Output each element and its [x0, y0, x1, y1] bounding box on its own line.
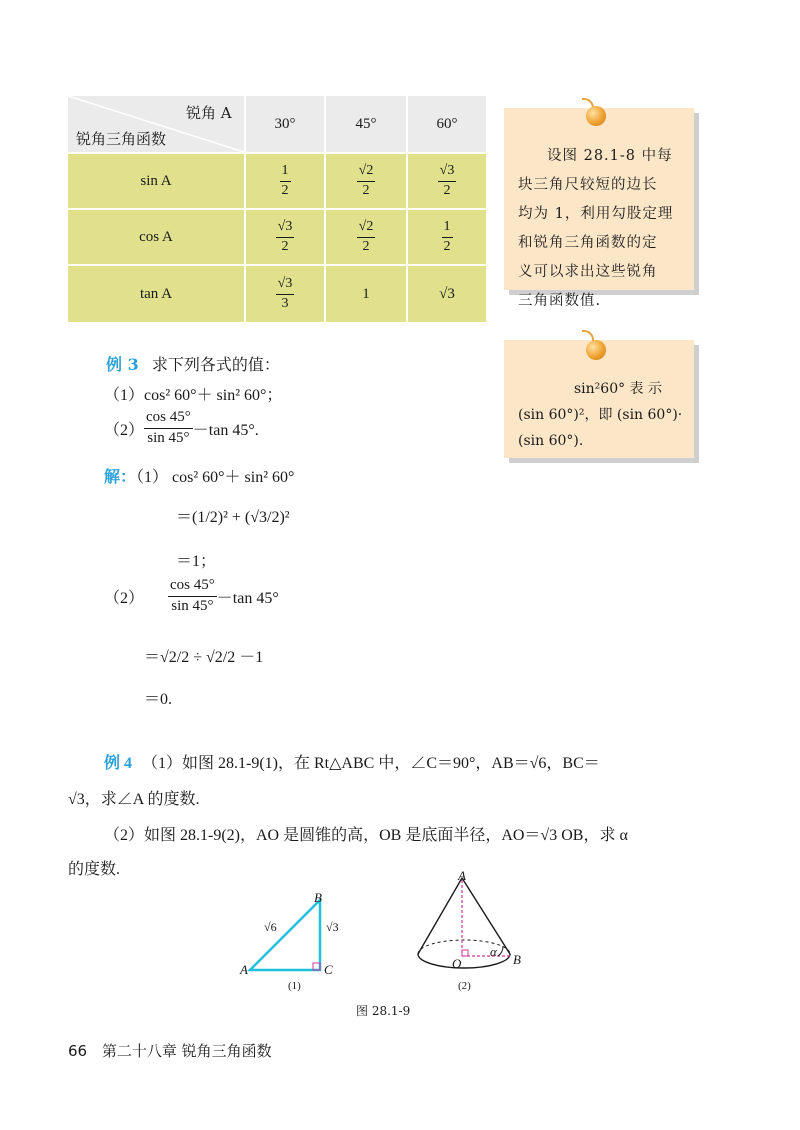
label-A: A: [240, 962, 248, 977]
example4-part2-line2: 的度数.: [68, 861, 121, 878]
label-AB: √6: [264, 920, 277, 934]
triangle-abc: [250, 900, 320, 970]
example-text: （1）如图 28.1-9(1)，在 Rt△ABC 中，∠C＝90°，AB＝√6，BC＝: [142, 755, 600, 772]
table-cell: 1: [362, 285, 370, 302]
row-label-cos: cos A: [139, 228, 173, 245]
table-cell: [246, 266, 324, 322]
cell-numerator: √3: [277, 218, 293, 234]
cell-denominator: 2: [281, 238, 289, 254]
note-line: 均为 1，利用勾股定理: [518, 206, 674, 222]
s2-numerator: cos 45°: [170, 577, 215, 593]
solution-2-step: ＝√2/2 ÷ √2/2 －1: [144, 649, 264, 666]
example-title: 求下列各式的值：: [151, 355, 280, 374]
example-label: 例 4: [104, 755, 133, 772]
solution-1-step: ＝(1/2)² + (√3/2)²: [176, 509, 290, 526]
q2-suffix: －tan 45°.: [192, 421, 259, 439]
example-label: 例 3: [106, 355, 139, 374]
cell-numerator: √3: [277, 275, 293, 291]
cell-numerator: √2: [358, 218, 374, 234]
page-number: 66: [68, 1042, 88, 1060]
note-line: 义可以求出这些锐角: [518, 264, 658, 280]
subfigure-2-label: (2): [458, 980, 471, 992]
cell-numerator: √3: [439, 162, 455, 178]
cell-denominator: 2: [362, 238, 370, 254]
example4-part1-line1: [104, 750, 600, 773]
label-C: C: [324, 962, 333, 977]
row-label-tan: tan A: [139, 285, 173, 302]
cell-denominator: 3: [281, 295, 289, 311]
cone-label-alpha: α: [490, 944, 497, 959]
q2-prefix: （2）: [104, 421, 145, 439]
label-BC: √3: [326, 920, 339, 934]
col-header-45: 45°: [355, 115, 377, 132]
col-header-30: 30°: [274, 115, 296, 132]
cell-denominator: 2: [281, 182, 289, 198]
header-trig-function: 锐角三角函数: [76, 130, 167, 148]
note-line: 块三角尺较短的边长: [518, 177, 658, 193]
s2-suffix: －tan 45°: [216, 589, 279, 607]
solution-1-head: [104, 464, 294, 487]
cell-numerator: √2: [358, 162, 374, 178]
solution-expr: （1） cos² 60°＋ sin² 60°: [136, 469, 295, 486]
s2-prefix: （2）: [104, 589, 145, 607]
note-line: 三角函数值.: [518, 293, 602, 309]
s2-denominator: sin 45°: [171, 597, 214, 614]
solution-2-result: ＝0.: [144, 691, 173, 708]
pushpin-icon: [586, 106, 606, 126]
question-1: （1）cos² 60°＋ sin² 60°；: [104, 387, 283, 404]
solution-label: 解：: [104, 469, 137, 486]
cell-denominator: 2: [362, 182, 370, 198]
note-line: 和锐角三角函数的定: [518, 235, 658, 251]
table-cell: [408, 210, 486, 264]
trig-values-table: [68, 96, 486, 322]
chapter-title: 第二十八章 锐角三角函数: [101, 1042, 272, 1060]
subfigure-1-label: (1): [288, 980, 301, 992]
table-cell: [326, 210, 406, 264]
table-cell: [246, 210, 324, 264]
pushpin-icon: [586, 340, 606, 360]
example3-heading: [106, 352, 280, 375]
q2-denominator: sin 45°: [147, 429, 190, 446]
header-acute-angle: 锐角 A: [186, 104, 232, 122]
side-note-1: [504, 108, 694, 309]
solution-2-head: [104, 578, 279, 615]
cone-label-O: O: [452, 956, 462, 971]
table-cell: √3: [439, 285, 455, 302]
figure-caption: 图 28.1-9: [356, 1004, 411, 1018]
note-line: sin²60° 表 示: [574, 381, 663, 397]
cone-label-A: A: [458, 868, 466, 883]
label-B: B: [314, 890, 322, 905]
col-header-60: 60°: [436, 115, 458, 132]
table-cell: [408, 154, 486, 208]
cone-figure: [410, 872, 530, 984]
table-cell: [246, 154, 324, 208]
note-line: (sin 60°)²，即 (sin 60°)·: [518, 407, 683, 423]
cell-denominator: 2: [443, 182, 451, 198]
note-line: (sin 60°).: [518, 433, 584, 449]
q2-numerator: cos 45°: [146, 409, 191, 425]
note-line: 设图 28.1-8 中每: [547, 148, 673, 164]
solution-1-result: ＝1；: [176, 553, 217, 570]
page-footer: [68, 1040, 272, 1061]
cell-denominator: 2: [443, 238, 451, 254]
example4-part2-line1: （2）如图 28.1-9(2)，AO 是圆锥的高，OB 是底面半径，AO＝√3 OB，求 α: [104, 827, 628, 844]
cell-numerator: 1: [443, 218, 451, 234]
row-label-sin: sin A: [140, 172, 172, 189]
example4-part1-line2: √3，求∠A 的度数.: [68, 791, 200, 808]
table-cell: [326, 154, 406, 208]
question-2: [104, 410, 259, 447]
cell-numerator: 1: [281, 162, 289, 178]
cone-label-B: B: [513, 952, 521, 967]
